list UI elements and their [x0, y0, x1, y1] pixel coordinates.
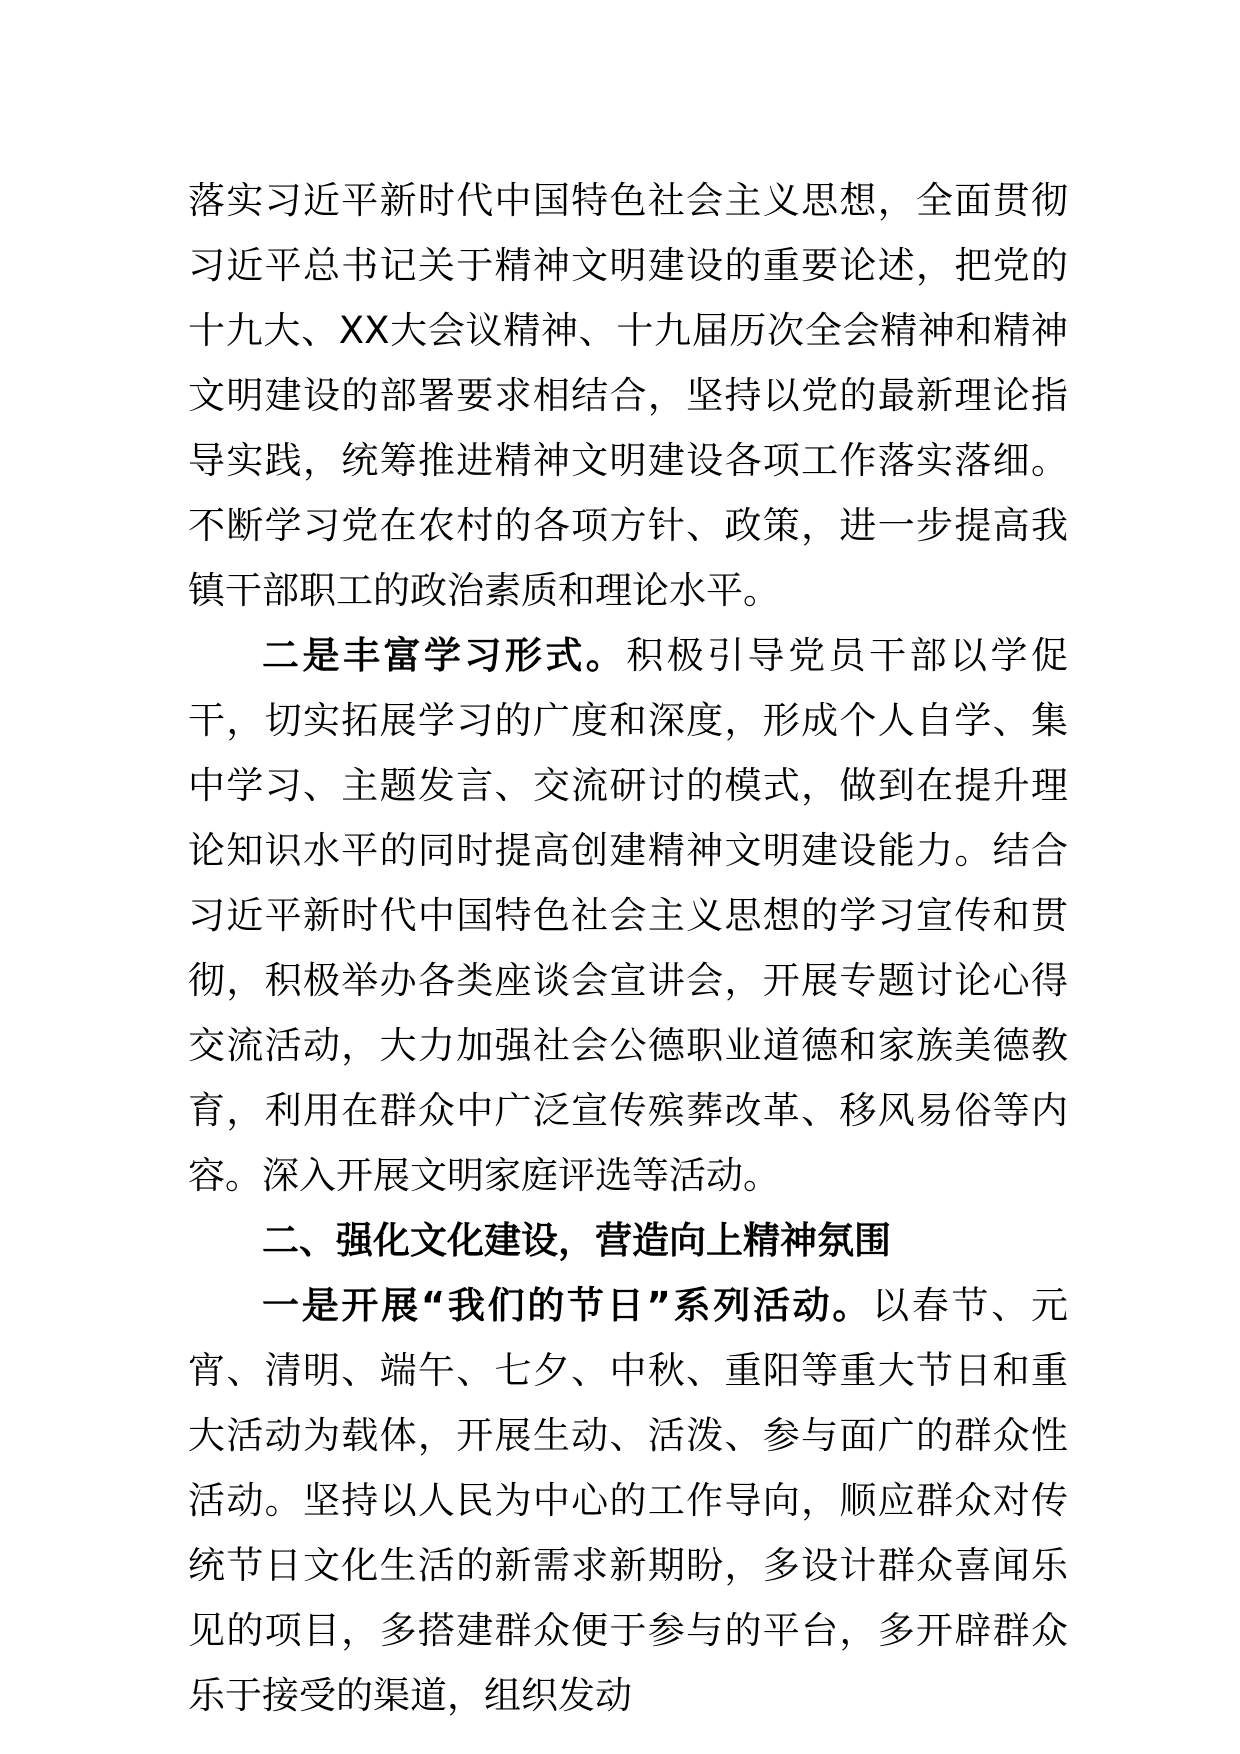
paragraph-lead: 一是开展“我们的节日”系列活动。 — [262, 1284, 873, 1327]
paragraph-text: 积极引导党员干部以学促干，切实拓展学习的广度和深度，形成个人自学、集中学习、主题发言、交流研讨的模式，做到在提升理论知识水平的同时提高创建精神文明建设能力。结合习近平新时代中国特色社会主义思想的学习宣传和贯彻，积极举办各类座谈会宣讲会，开展专题讨论心得交流活动，大力加强社会公德职业道德和家族美德教育，利用在群众中广泛宣传殡葬改革、移风易俗等内容。深入开展文明家庭评选等活动。 — [188, 634, 1069, 1197]
paragraph-lead: 二是丰富学习形式。 — [262, 634, 627, 677]
paragraph-text: 落实习近平新时代中国特色社会主义思想，全面贯彻习近平总书记关于精神文明建设的重要论述，把党的十九大、XX大会议精神、十九届历次全会精神和精神文明建设的部署要求相结合，坚持以党的最新理论指导实践，统筹推进精神文明建设各项工作落实落细。不断学习党在农村的各项方针、政策，进一步提高我镇干部职工的政治素质和理论水平。 — [188, 179, 1068, 612]
paragraph-festival-activities — [188, 1273, 1068, 1728]
paragraph-study-theory — [188, 168, 1068, 623]
body-text — [188, 168, 1068, 1728]
paragraph-enrich-study-forms — [188, 623, 1068, 1208]
section-heading-culture: 二、强化文化建设，营造向上精神氛围 — [262, 1219, 891, 1262]
paragraph-text: 以春节、元宵、清明、端午、七夕、中秋、重阳等重大节日和重大活动为载体，开展生动、活泼、参与面广的群众性活动。坚持以人民为中心的工作导向，顺应群众对传统节日文化生活的新需求新期盼，多设计群众喜闻乐见的项目，多搭建群众便于参与的平台，多开辟群众乐于接受的渠道，组织发动 — [188, 1284, 1068, 1717]
